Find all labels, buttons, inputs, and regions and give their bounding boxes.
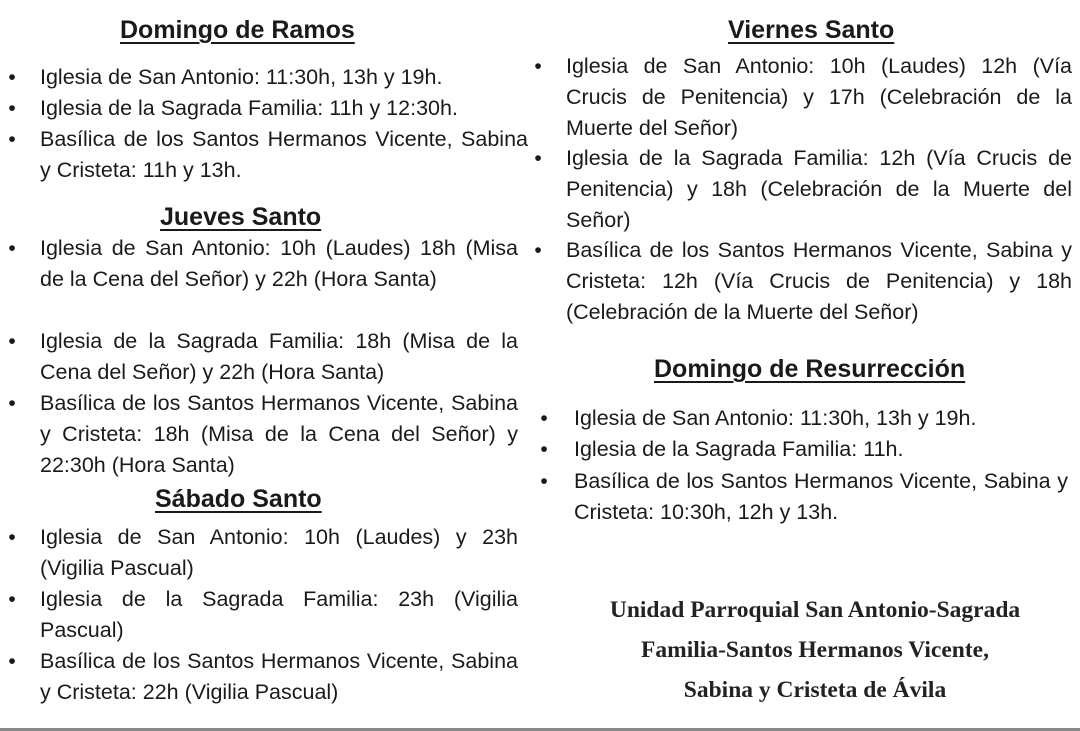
signature-line-1: Unidad Parroquial San Antonio-Sagrada [609, 597, 1021, 623]
list-item-jueves-san-antonio: Iglesia de San Antonio: 10h (Laudes) 18h (Misa de la Cena del Señor) y 22h (Hora Santa) [40, 236, 518, 291]
list-item-viernes-sagrada-familia: Iglesia de la Sagrada Familia: 12h (Vía Crucis de Penitencia) y 18h (Celebración de la Muerte del Señor) [566, 146, 1072, 232]
bullet: • [540, 470, 548, 493]
bullet: • [8, 330, 16, 353]
list-item-jueves-basilica: Basílica de los Santos Hermanos Vicente, Sabina y Cristeta: 18h (Misa de la Cena del Señor) y 22:30h (Hora Santa) [40, 391, 518, 477]
list-item-ramos-sagrada-familia: Iglesia de la Sagrada Familia: 11h y 12:30h. [40, 96, 458, 120]
bullet: • [8, 650, 16, 673]
list-item-viernes-san-antonio: Iglesia de San Antonio: 10h (Laudes) 12h (Vía Crucis de Penitencia) y 17h (Celebración de la Muerte del Señor) [566, 54, 1072, 140]
heading-sabado-santo: Sábado Santo [155, 485, 322, 513]
list-item-resurreccion-basilica: Basílica de los Santos Hermanos Vicente, Sabina y Cristeta: 10:30h, 12h y 13h. [574, 469, 1068, 524]
bullet: • [8, 66, 16, 89]
bullet: • [8, 128, 16, 151]
list-item-sabado-sagrada-familia: Iglesia de la Sagrada Familia: 23h (Vigilia Pascual) [40, 587, 518, 642]
bullet: • [534, 55, 542, 78]
signature-line-2: Familia-Santos Hermanos Vicente, [641, 637, 989, 663]
list-item-ramos-san-antonio: Iglesia de San Antonio: 11:30h, 13h y 19h. [40, 65, 443, 89]
bullet: • [8, 237, 16, 260]
parish-signature [560, 590, 1070, 710]
heading-jueves-santo: Jueves Santo [160, 203, 322, 231]
bullet: • [8, 588, 16, 611]
heading-viernes-santo: Viernes Santo [728, 16, 895, 44]
bullet: • [534, 239, 542, 262]
bullet: • [8, 526, 16, 549]
list-item-viernes-basilica: Basílica de los Santos Hermanos Vicente, Sabina y Cristeta: 12h (Vía Crucis de Penitencia) y 18h (Celebración de la Muerte del Señor) [566, 238, 1072, 324]
list-item-resurreccion-sagrada-familia: Iglesia de la Sagrada Familia: 11h. [574, 437, 904, 461]
signature-line-3: Sabina y Cristeta de Ávila [683, 677, 947, 703]
list-item-jueves-sagrada-familia: Iglesia de la Sagrada Familia: 18h (Misa de la Cena del Señor) y 22h (Hora Santa) [40, 329, 518, 384]
bullet: • [534, 147, 542, 170]
list-item-resurreccion-san-antonio: Iglesia de San Antonio: 11:30h, 13h y 19h. [574, 406, 977, 430]
bullet: • [540, 438, 548, 461]
bullet: • [540, 407, 548, 430]
bullet: • [8, 392, 16, 415]
list-item-ramos-basilica: Basílica de los Santos Hermanos Vicente, Sabina y Cristeta: 11h y 13h. [40, 127, 528, 182]
list-item-sabado-san-antonio: Iglesia de San Antonio: 10h (Laudes) y 23h (Vigilia Pascual) [40, 525, 518, 580]
heading-domingo-de-resurreccion: Domingo de Resurrección [654, 355, 966, 383]
list-item-sabado-basilica: Basílica de los Santos Hermanos Vicente, Sabina y Cristeta: 22h (Vigilia Pascual) [40, 649, 518, 704]
bullet: • [8, 97, 16, 120]
heading-domingo-de-ramos: Domingo de Ramos [120, 16, 355, 44]
